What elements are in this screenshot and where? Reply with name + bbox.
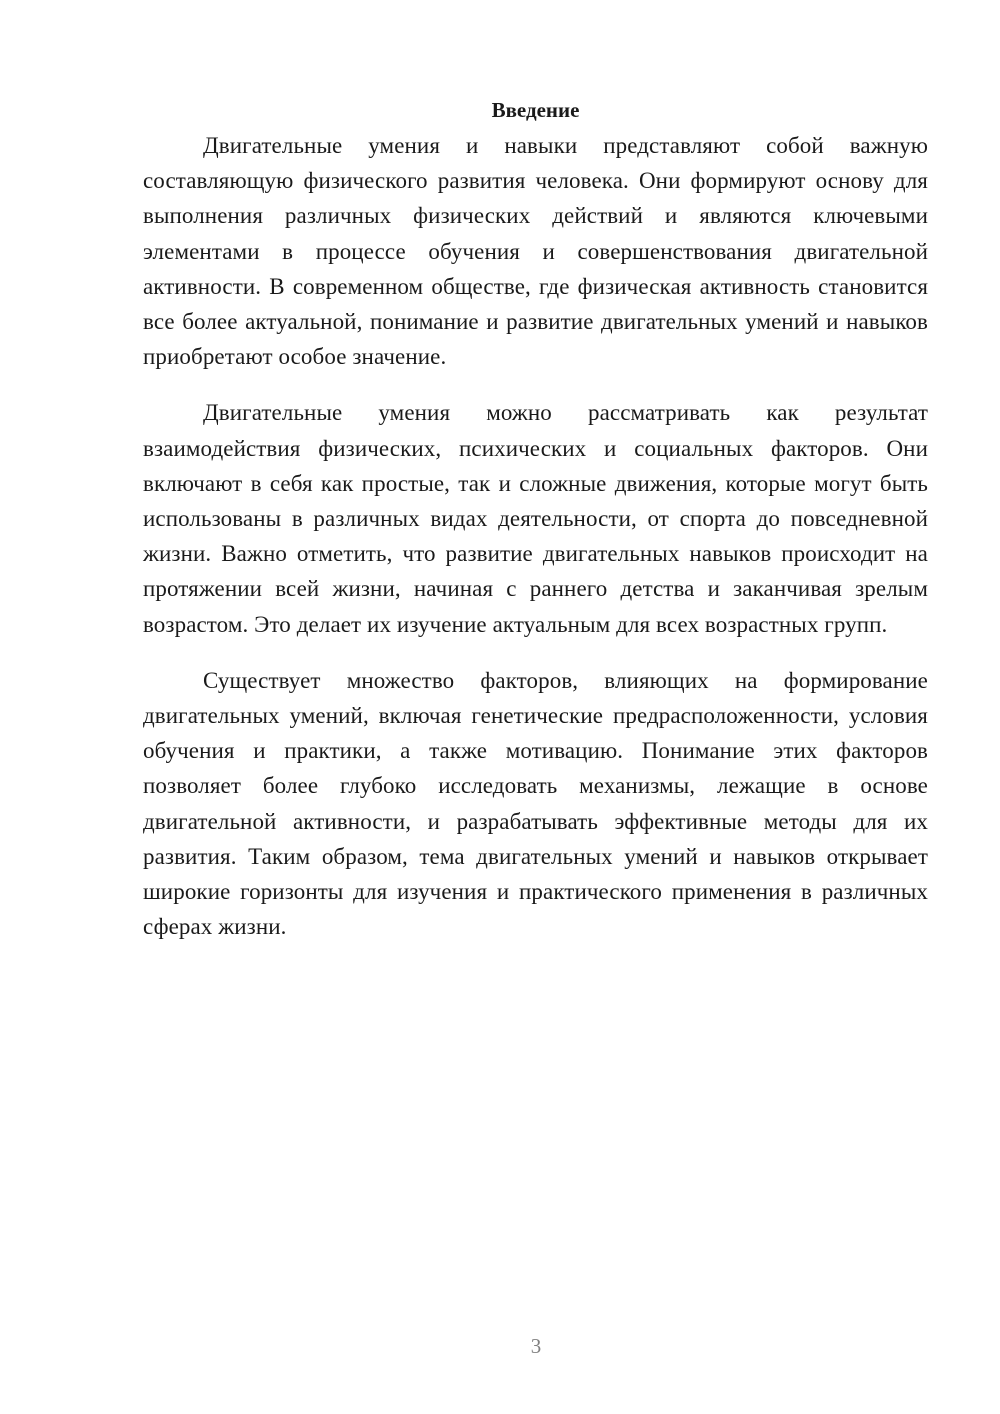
page-number: 3: [530, 1334, 542, 1358]
paragraph-3: Существует множество факторов, влияющих на формирование двигательных умений, включая генетические предрасположенности, условия обучения и практики, а также мотивацию. Понимание этих факторов позволяет более глубоко исследовать механизмы, лежащие в основе двигательной активности, и разрабатывать эффективные методы для их развития. Таким образом, тема двигательных умений и навыков открывает широкие горизонты для изучения и практического применения в различных сферах жизни.: [143, 667, 928, 940]
paragraph-1: Двигательные умения и навыки представляют собой важную составляющую физического развития человека. Они формируют основу для выполнения различных физических действий и являются ключевыми элементами в процессе обучения и совершенствования двигательной активности. В современном обществе, где физическая активность становится все более актуальной, понимание и развитие двигательных умений и навыков приобретают особое значение.: [143, 133, 928, 370]
section-title: Введение: [491, 98, 580, 122]
paragraph-2: Двигательные умения можно рассматривать как результат взаимодействия физических, психических и социальных факторов. Они включают в себя как простые, так и сложные движения, которые могут быть использованы в различных видах деятельности, от спорта до повседневной жизни. Важно отметить, что развитие двигательных навыков происходит на протяжении всей жизни, начиная с раннего детства и заканчивая зрелым возрастом. Это делает их изучение актуальным для всех возрастных групп.: [143, 400, 928, 637]
page-content: [143, 92, 928, 965]
